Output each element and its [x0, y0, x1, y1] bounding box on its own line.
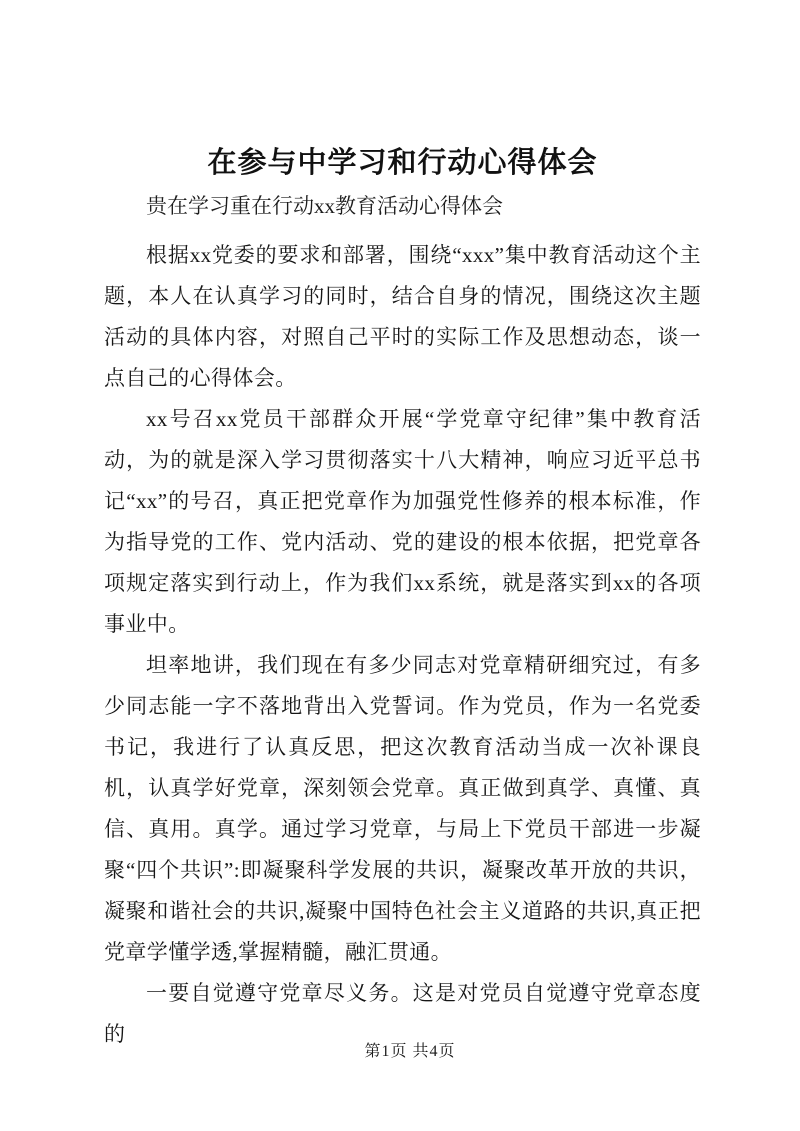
document-content [104, 144, 701, 1055]
body-paragraph-1: 根据xx党委的要求和部署，围绕“xxx”集中教育活动这个主题，本人在认真学习的同时，结合自身的情况，围绕这次主题活动的具体内容，对照自己平时的实际工作及思想动态，谈一点自己的心得体会。 [104, 243, 701, 390]
document-subtitle: 贵在学习重在行动xx教育活动心得体会 [146, 194, 503, 218]
body-paragraph-2: xx号召xx党员干部群众开展“学党章守纪律”集中教育活动，为的就是深入学习贯彻落实十八大精神，响应习近平总书记“xx”的号召，真正把党章作为加强党性修养的根本标准，作为指导党的工作、党内活动、党的建设的根本依据，把党章各项规定落实到行动上，作为我们xx系统，就是落实到xx的各项事业中。 [104, 407, 701, 636]
document-title: 在参与中学习和行动心得体会 [207, 147, 598, 179]
body-paragraph-3: 坦率地讲，我们现在有多少同志对党章精研细究过，有多少同志能一字不落地背出入党誓词。作为党员，作为一名党委书记，我进行了认真反思，把这次教育活动当成一次补课良机，认真学好党章，深刻领会党章。真正做到真学、真懂、真信、真用。真学。通过学习党章，与局上下党员干部进一步凝聚“四个共识”:即凝聚科学发展的共识，凝聚改革开放的共识，凝聚和谐社会的共识,凝聚中国特色社会主义道路的共识,真正把党章学懂学透,掌握精髓，融汇贯通。 [104, 653, 701, 964]
page-number-footer: 第1页 共4页 [364, 1043, 456, 1060]
body-paragraph-4: 一要自觉遵守党章尽义务。这是对党员自觉遵守党章态度的 [104, 981, 701, 1046]
